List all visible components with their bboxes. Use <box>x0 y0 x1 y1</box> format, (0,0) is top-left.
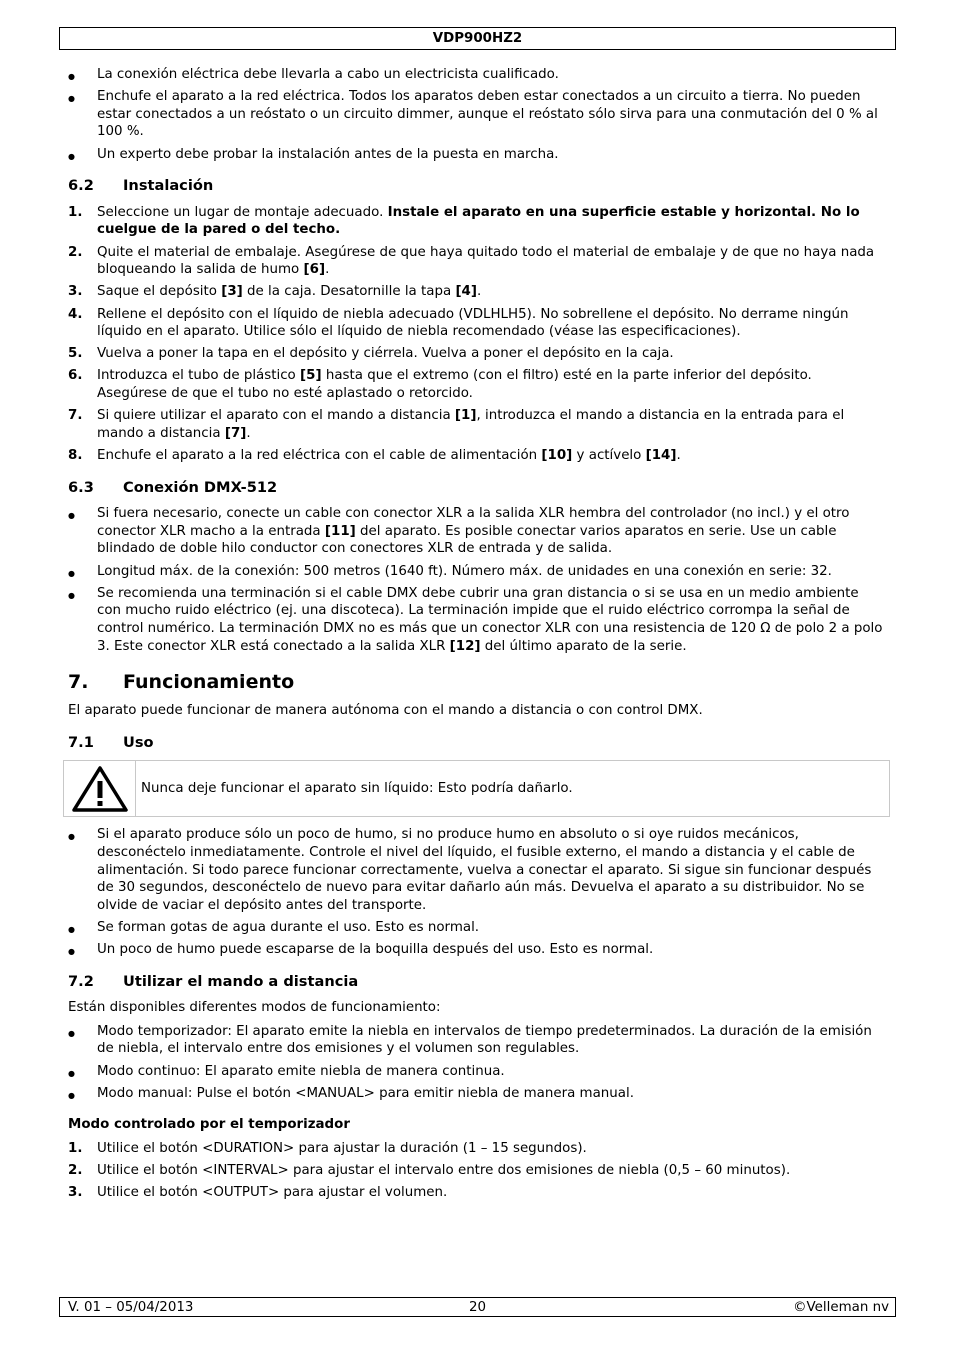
step-item: 2. Quite el material de embalaje. Asegúrese de que haya quitado todo el material de embalaje y de que no haya nada bloqueando la salida de humo [6]. <box>68 244 875 278</box>
footer-version: V. 01 – 05/04/2013 <box>68 1300 194 1315</box>
page-content <box>68 66 883 1207</box>
step-item: 1. Seleccione un lugar de montaje adecuado. Instale el aparato en una superficie estable y horizontal. No lo cuelgue de la pared o del techo. <box>68 204 860 238</box>
list-item: ● Enchufe el aparato a la red eléctrica. Todos los aparatos deben estar conectados a un circuito a tierra. No pueden estar conectados a un reóstato o un circuito dimmer, aunque el reóstato sólo sirva para una conmutación del 0 % al 100 %. <box>68 89 878 140</box>
bullet-icon: ● <box>68 947 75 957</box>
section-heading-6-3: 6.3 Conexión DMX-512 <box>68 478 278 496</box>
bullet-icon: ● <box>68 1068 75 1078</box>
step-item: 7. Si quiere utilizar el aparato con el mando a distancia [1], introduzca el mando a distancia en la entrada para el mando a distancia [7]. <box>68 408 845 441</box>
document-title: VDP900HZ2 <box>432 31 523 46</box>
warning-triangle-icon <box>71 765 129 813</box>
bullet-icon: ● <box>68 94 75 104</box>
bullet-icon: ● <box>68 832 75 842</box>
page-number: 20 <box>468 1300 487 1315</box>
bullet-icon: ● <box>68 1090 75 1100</box>
subsection-heading: Modo controlado por el temporizador <box>68 1117 350 1133</box>
list-item: ● Modo manual: Pulse el botón <MANUAL> para emitir niebla de manera manual. <box>68 1085 883 1103</box>
list-item: ● Se recomienda una terminación si el cable DMX debe cubrir una gran distancia o si se usa en un medio ambiente con mucho ruido eléctrico (ej. una discoteca). La terminación impide que el ruido eléctrico corrompa la señal de control numérico. La terminación DMX no es más que un conector XLR con una resistencia de 120 Ω de polo 2 a polo 3. Este conector XLR está conectado a la salida XLR [12] del último aparato de la serie. <box>68 585 883 654</box>
step-item: 2. Utilice el botón <INTERVAL> para ajustar el intervalo entre dos emisiones de niebla (0,5 – 60 minutos). <box>68 1163 791 1179</box>
bullet-icon: ● <box>68 1028 75 1038</box>
list-item: ● Un experto debe probar la instalación antes de la puesta en marcha. <box>68 146 883 164</box>
page-header <box>59 27 896 50</box>
list-item: ● Si fuera necesario, conecte un cable con conector XLR a la salida XLR hembra del controlador (no incl.) y el otro conector XLR macho a la entrada [11] del aparato. Es posible conectar varios aparatos en serie. Use un cable blindado de doble hilo conductor con conectores XLR de entrada y de salida. <box>68 506 850 557</box>
section-heading-6-2: 6.2 Instalación <box>68 177 214 195</box>
bullet-icon: ● <box>68 590 75 600</box>
list-item: ● Se forman gotas de agua durante el uso. Esto es normal. <box>68 919 883 937</box>
bullet-icon: ● <box>68 924 75 934</box>
list-item: ● La conexión eléctrica debe llevarla a cabo un electricista cualificado. <box>68 66 883 84</box>
warning-box <box>63 760 890 817</box>
step-item: 3. Saque el depósito [3] de la caja. Desatornille la tapa [4]. <box>68 284 482 300</box>
section-heading-7-2: 7.2 Utilizar el mando a distancia <box>68 972 359 990</box>
chapter-intro: El aparato puede funcionar de manera autónoma con el mando a distancia o con control DMX. <box>68 703 703 719</box>
step-item: 1. Utilice el botón <DURATION> para ajustar la duración (1 – 15 segundos). <box>68 1141 587 1157</box>
step-item: 5. Vuelva a poner la tapa en el depósito y ciérrela. Vuelva a poner el depósito en la caja. <box>68 346 674 362</box>
list-item: ● Si el aparato produce sólo un poco de humo, si no produce humo en absoluto o si oye ruidos mecánicos, desconéctelo inmediatamente. Controle el nivel del líquido, el fusible externo, el mando a distancia y el cable de alimentación. Si todo parece funcionar correctamente, vuelva a conectar el aparato. Si sigue sin funcionar después de 30 segundos, desconéctelo de nuevo para evitar dañarlo aún más. Devuelva el aparato a su distribuidor. No se olvide de vaciar el depósito antes del transporte. <box>68 827 872 913</box>
warning-icon-cell <box>64 761 136 816</box>
list-item: ● Modo continuo: El aparato emite niebla de manera continua. <box>68 1063 883 1081</box>
bullet-icon: ● <box>68 72 75 81</box>
section-intro: Están disponibles diferentes modos de funcionamiento: <box>68 1000 441 1016</box>
bullet-icon: ● <box>68 568 75 578</box>
step-item: 3. Utilice el botón <OUTPUT> para ajustar el volumen. <box>68 1185 448 1201</box>
page-footer <box>59 1297 896 1317</box>
list-item: ● Modo temporizador: El aparato emite la niebla en intervalos de tiempo predeterminados. La duración de la emisión de niebla, el intervalo entre dos emisiones y el volumen son regulables. <box>68 1023 872 1057</box>
section-heading-7-1: 7.1 Uso <box>68 733 154 751</box>
list-item: ● Un poco de humo puede escaparse de la boquilla después del uso. Esto es normal. <box>68 941 883 959</box>
warning-text: Nunca deje funcionar el aparato sin líquido: Esto podría dañarlo. <box>141 781 573 797</box>
step-item: 8. Enchufe el aparato a la red eléctrica con el cable de alimentación [10] y actívelo [14]. <box>68 448 681 464</box>
bullet-icon: ● <box>68 511 75 521</box>
footer-copyright: ©Velleman nv <box>793 1300 889 1315</box>
list-item: ● Longitud máx. de la conexión: 500 metros (1640 ft). Número máx. de unidades en una conexión en serie: 32. <box>68 563 883 581</box>
bullet-icon: ● <box>68 151 75 161</box>
step-item: 6. Introduzca el tubo de plástico [5] hasta que el extremo (con el filtro) esté en la parte inferior del depósito. Asegúrese de que el tubo no esté aplastado o retorcido. <box>68 368 812 402</box>
chapter-heading-7: 7. Funcionamiento <box>68 671 295 694</box>
step-item: 4. Rellene el depósito con el líquido de niebla adecuado (VDLHLH5). No sobrellene el depósito. No derrame ningún líquido en el aparato. Utilice sólo el líquido de niebla recomendado (véase las especificaciones). <box>68 306 849 340</box>
